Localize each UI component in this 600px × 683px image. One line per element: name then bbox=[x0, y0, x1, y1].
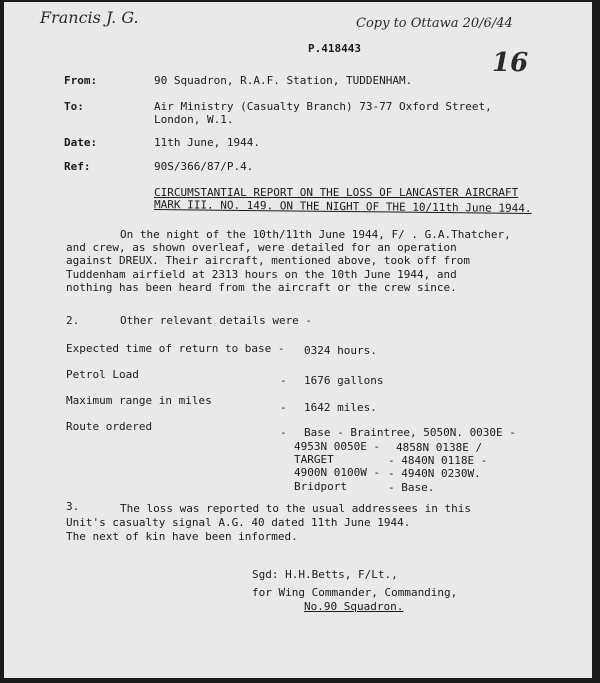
reference-number: P.418443 bbox=[308, 42, 361, 55]
paragraph3-line: The loss was reported to the usual addressees in this bbox=[120, 502, 471, 515]
report-title-line2: MARK III. NO. 149. ON THE NIGHT OF THE 10/11th June 1944. bbox=[153, 198, 532, 215]
route-line: 4858N 0138E / bbox=[396, 441, 483, 454]
signature-line3: No.90 Squadron. bbox=[304, 600, 404, 613]
route-line: Bridport bbox=[294, 480, 347, 493]
ref-value: 90S/366/87/P.4. bbox=[154, 160, 254, 173]
paragraph3-line: The next of kin have been informed. bbox=[66, 530, 298, 543]
handwritten-page-number: 16 bbox=[492, 48, 529, 78]
to-value-line1: Air Ministry (Casualty Branch) 73-77 Oxford Street, bbox=[154, 100, 492, 113]
route-line: 4900N 0100W - bbox=[294, 466, 381, 479]
signature-line1: Sgd: H.H.Betts, F/Lt., bbox=[252, 568, 398, 581]
handwritten-copy-note: Copy to Ottawa 20/6/44 bbox=[356, 16, 513, 31]
document-page bbox=[4, 2, 592, 678]
paragraph2-text: Other relevant details were - bbox=[120, 314, 313, 327]
to-value-line2: London, W.1. bbox=[154, 113, 234, 126]
paragraph1-line: and crew, as shown overleaf, were detailed for an operation bbox=[66, 241, 457, 254]
range-value: 1642 miles. bbox=[304, 401, 377, 414]
paragraph1-line: Tuddenham airfield at 2313 hours on the 10th June 1944, and bbox=[66, 268, 457, 281]
petrol-label: Petrol Load bbox=[66, 368, 139, 381]
route-line: - Base. bbox=[388, 481, 435, 494]
expected-return-label: Expected time of return to base - bbox=[66, 342, 285, 355]
route-line: - 4940N 0230W. bbox=[388, 467, 481, 480]
petrol-dash: - bbox=[280, 374, 287, 387]
route-line: Base - Braintree, 5050N. 0030E - bbox=[304, 426, 516, 439]
from-value: 90 Squadron, R.A.F. Station, TUDDENHAM. bbox=[154, 74, 413, 87]
to-label: To: bbox=[64, 100, 84, 113]
from-label: From: bbox=[64, 74, 98, 87]
route-label: Route ordered bbox=[66, 420, 153, 433]
route-line: - 4840N 0118E - bbox=[388, 454, 488, 467]
paragraph2-number: 2. bbox=[66, 314, 80, 327]
range-dash: - bbox=[280, 401, 287, 414]
route-line: TARGET bbox=[294, 453, 334, 466]
date-label: Date: bbox=[64, 136, 98, 149]
date-value: 11th June, 1944. bbox=[154, 136, 260, 149]
paragraph3-line: Unit's casualty signal A.G. 40 dated 11th June 1944. bbox=[66, 516, 411, 529]
report-title-line1: CIRCUMSTANTIAL REPORT ON THE LOSS OF LANCASTER AIRCRAFT bbox=[154, 186, 519, 199]
petrol-value: 1676 gallons bbox=[304, 374, 384, 387]
ref-label: Ref: bbox=[64, 160, 91, 173]
signature-line2: for Wing Commander, Commanding, bbox=[252, 586, 458, 599]
paragraph1-line: against DREUX. Their aircraft, mentioned above, took off from bbox=[66, 254, 470, 267]
paragraph1-line: On the night of the 10th/11th June 1944, F/ . G.A.Thatcher, bbox=[120, 228, 511, 241]
paragraph1-line: nothing has been heard from the aircraft or the crew since. bbox=[66, 281, 457, 294]
paragraph3-number: 3. bbox=[66, 500, 80, 513]
handwritten-name-note: Francis J. G. bbox=[40, 8, 139, 27]
route-dash: - bbox=[280, 426, 287, 439]
expected-return-value: 0324 hours. bbox=[304, 344, 377, 357]
route-line: 4953N 0050E - bbox=[294, 440, 381, 453]
range-label: Maximum range in miles bbox=[66, 394, 212, 407]
